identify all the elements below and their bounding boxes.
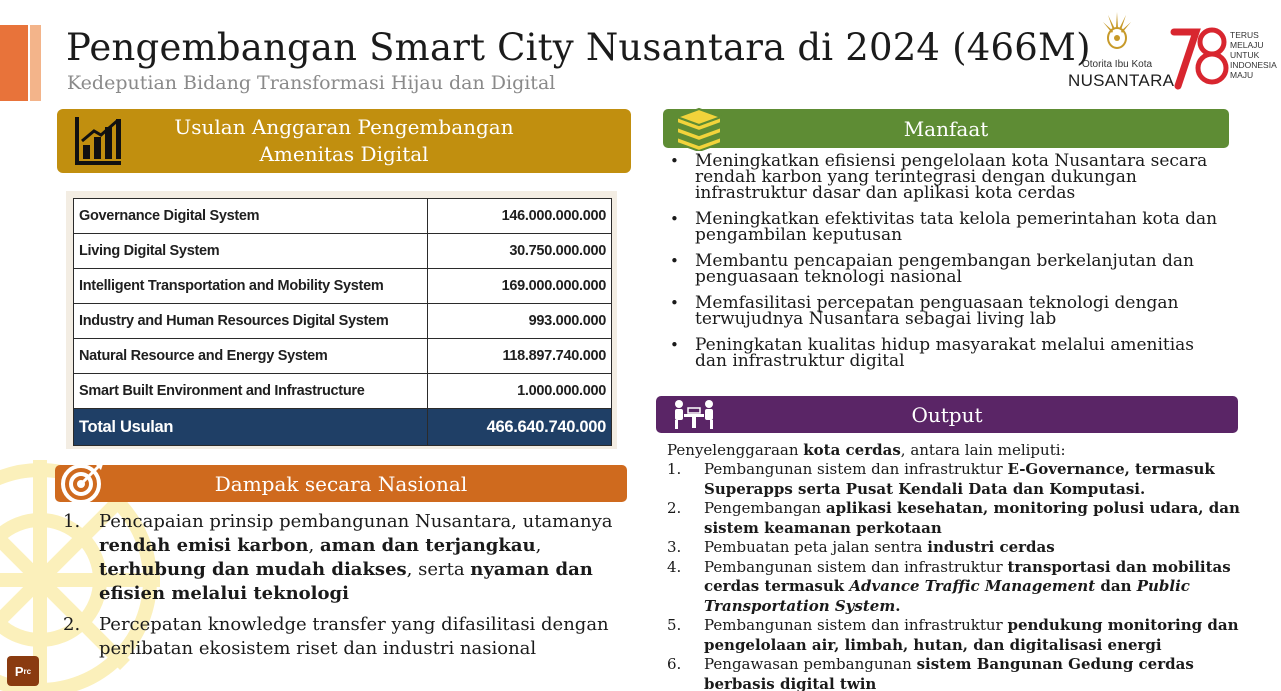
budget-table <box>73 198 612 446</box>
list-item <box>667 655 1257 691</box>
item-bold: aman dan terjangkau <box>319 535 536 556</box>
dampak-list <box>63 510 628 668</box>
table-row <box>74 339 612 374</box>
item-bold: sistem Bangunan Gedung cerdas berbasis digital twin <box>704 655 1194 691</box>
accent-bar-peach <box>30 25 41 101</box>
table-row <box>74 374 612 409</box>
budget-heading: Usulan Anggaran Pengembangan Amenitas Digital <box>174 115 514 166</box>
list-item <box>667 616 1257 655</box>
item-text: Pembangunan sistem dan infrastruktur <box>704 616 1008 634</box>
row-label: Industry and Human Resources Digital System <box>74 304 428 339</box>
item-number: 3. <box>667 538 682 556</box>
output-list <box>667 460 1257 691</box>
item-italic: Public Transportation System <box>704 577 1190 615</box>
item-bold: E-Governance, termasuk Superapps serta Pusat Kendali Data dan Komputasi. <box>704 460 1215 498</box>
table-row <box>74 269 612 304</box>
table-row <box>74 234 612 269</box>
item-bold: rendah emisi karbon <box>99 535 309 556</box>
meeting-people-icon <box>670 398 718 430</box>
item-number: 5. <box>667 616 682 634</box>
slogan-text <box>1230 30 1277 80</box>
list-item <box>667 558 1257 617</box>
list-item: • Memfasilitasi percepatan penguasaan teknologi dengan terwujudnya Nusantara sebagai living lab <box>670 295 1230 327</box>
total-row <box>74 409 612 446</box>
list-item: • Peningkatan kualitas hidup masyarakat melalui amenitias dan infrastruktur digital <box>670 337 1230 369</box>
slogan-line: TERUS <box>1230 30 1259 40</box>
list-item <box>667 499 1257 538</box>
item-bold: pendukung monitoring dan pengelolaan air, limbah, hutan, dan digitalisasi energi <box>704 616 1239 654</box>
row-value: 1.000.000.000 <box>428 374 612 409</box>
row-value: 118.897.740.000 <box>428 339 612 374</box>
item-text: Pembuatan peta jalan sentra <box>704 538 928 556</box>
list-item <box>667 538 1257 558</box>
bar-chart-icon <box>73 115 123 167</box>
slogan-line: UNTUK <box>1230 50 1260 60</box>
target-icon <box>59 460 105 506</box>
output-section-header <box>656 396 1238 433</box>
budget-section-header <box>57 109 631 173</box>
logo-name: NUSANTARA <box>1068 71 1175 90</box>
item-number: 2. <box>63 614 81 635</box>
item-text: Pembangunan sistem dan infrastruktur <box>704 460 1008 478</box>
list-item: • Membantu pencapaian pengembangan berkelanjutan dan penguasaan teknologi nasional <box>670 253 1230 285</box>
badge-main: P <box>14 663 24 679</box>
total-label: Total Usulan <box>74 409 428 446</box>
item-text: Pengembangan <box>704 499 826 517</box>
intro-text: Penyelenggaraan <box>667 441 804 459</box>
item-bold: transportasi dan mobilitas cerdas termasuk <box>704 557 1231 595</box>
item-text: Pencapaian prinsip pembangunan Nusantara, utamanya <box>99 511 613 532</box>
list-item: • Meningkatkan efisiensi pengelolaan kota Nusantara secara rendah karbon yang terintegrasi dengan dukungan infrastruktur dasar dan aplikasi kota cerdas <box>670 153 1230 201</box>
books-stack-icon <box>673 107 725 151</box>
item-bold: aplikasi kesehatan, monitoring polusi udara, dan sistem keamanan perkotaan <box>704 499 1240 537</box>
item-text: , <box>308 535 320 556</box>
hut-ri-78-logo-icon <box>1170 22 1230 90</box>
row-label: Natural Resource and Energy System <box>74 339 428 374</box>
ikn-emblem-icon <box>1102 10 1132 52</box>
accent-bar-orange <box>0 25 28 101</box>
manfaat-section-header <box>663 109 1229 148</box>
dampak-section-header <box>55 465 627 502</box>
row-value: 993.000.000 <box>428 304 612 339</box>
row-label: Living Digital System <box>74 234 428 269</box>
manfaat-heading: Manfaat <box>903 116 989 141</box>
item-text: Pengawasan pembangunan <box>704 655 917 673</box>
slogan-line: MELAJU <box>1230 40 1264 50</box>
item-text: , serta <box>406 559 471 580</box>
item-number: 2. <box>667 499 682 517</box>
table-row <box>74 304 612 339</box>
budget-table-container <box>66 191 617 449</box>
list-item <box>63 613 628 661</box>
row-label: Governance Digital System <box>74 199 428 234</box>
item-number: 1. <box>667 460 682 478</box>
row-value: 169.000.000.000 <box>428 269 612 304</box>
page-title: Pengembangan Smart City Nusantara di 2024 (466M) <box>66 26 1091 69</box>
item-text: Percepatan knowledge transfer yang difasilitasi dengan perlibatan ekosistem riset dan industri nasional <box>99 614 609 659</box>
list-item <box>63 510 628 606</box>
item-number: 6. <box>667 655 682 673</box>
row-value: 30.750.000.000 <box>428 234 612 269</box>
row-label: Intelligent Transportation and Mobility System <box>74 269 428 304</box>
output-intro <box>667 441 1066 459</box>
item-italic: Advance Traffic Management <box>849 577 1096 595</box>
table-row <box>74 199 612 234</box>
item-bold: terhubung dan mudah diakses <box>99 559 407 580</box>
item-bold: dan <box>1095 577 1137 595</box>
item-number: 1. <box>63 511 81 532</box>
output-heading: Output <box>911 402 983 427</box>
dampak-heading: Dampak secara Nasional <box>214 471 468 496</box>
item-text: Pembangunan sistem dan infrastruktur <box>704 557 1008 576</box>
nusantara-logo <box>1068 10 1178 90</box>
list-item: • Meningkatkan efektivitas tata kelola pemerintahan kota dan pengambilan keputusan <box>670 211 1230 243</box>
item-number: 4. <box>667 557 682 576</box>
intro-bold: kota cerdas <box>803 441 901 459</box>
slogan-line: INDONESIA <box>1230 60 1277 70</box>
page-subtitle: Kedeputian Bidang Transformasi Hijau dan Digital <box>67 72 556 94</box>
slogan-line: MAJU <box>1230 70 1254 80</box>
item-bold: nyaman dan efisien melalui teknologi <box>99 559 593 604</box>
item-bold: . <box>895 596 901 615</box>
manfaat-list <box>670 153 1230 379</box>
prc-badge <box>7 656 39 686</box>
item-bold: industri cerdas <box>927 538 1055 556</box>
intro-text: , antara lain meliputi: <box>900 441 1066 459</box>
row-value: 146.000.000.000 <box>428 199 612 234</box>
badge-sub: rc <box>23 666 32 676</box>
logo-caption: Otorita Ibu Kota <box>1082 59 1153 70</box>
item-text: , <box>535 535 542 556</box>
total-value: 466.640.740.000 <box>428 409 612 446</box>
row-label: Smart Built Environment and Infrastructure <box>74 374 428 409</box>
list-item <box>667 460 1257 499</box>
